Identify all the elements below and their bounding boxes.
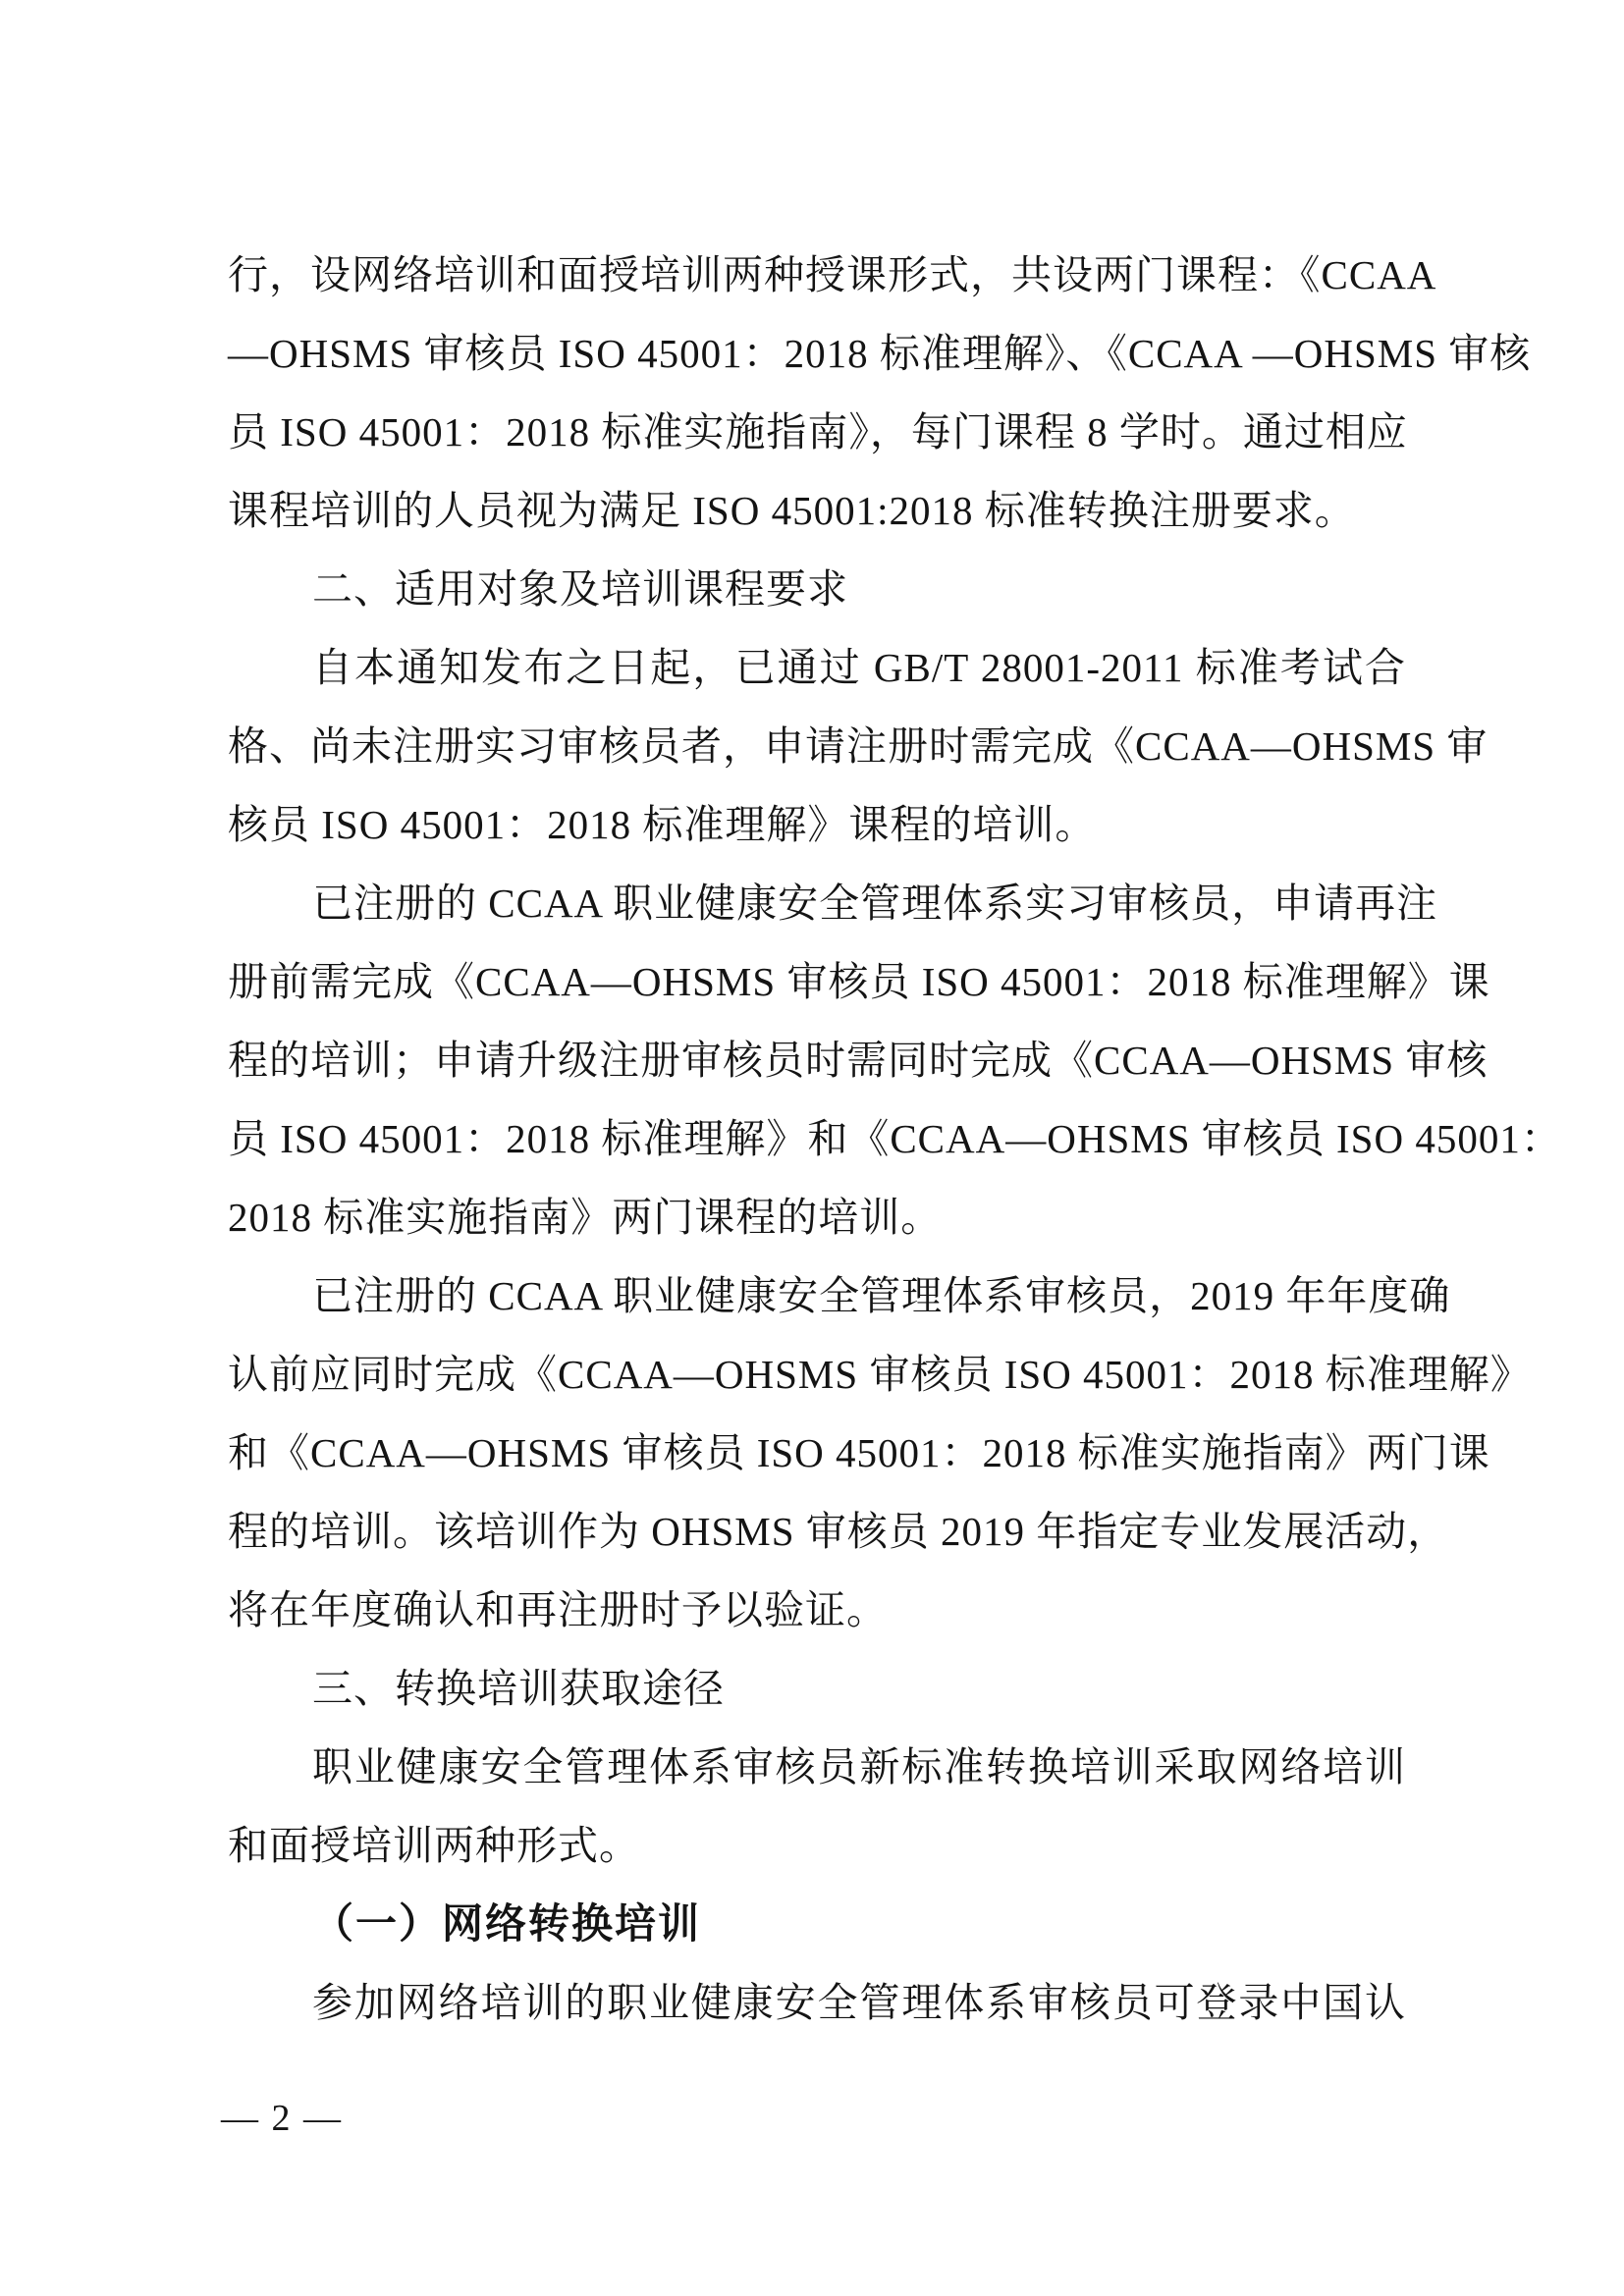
text-line: 格、尚未注册实习审核员者，申请注册时需完成《CCAA—OHSMS 审 — [228, 723, 1489, 769]
text-line: 程的培训；申请升级注册审核员时需同时完成《CCAA—OHSMS 审核 — [228, 1038, 1489, 1083]
text-line: 程的培训。该培训作为 OHSMS 审核员 2019 年指定专业发展活动， — [228, 1509, 1449, 1554]
text-line: 和面授培训两种形式。 — [228, 1823, 640, 1868]
section-heading: 三、转换培训获取途径 — [312, 1666, 725, 1711]
text-line: 册前需完成《CCAA—OHSMS 审核员 ISO 45001：2018 标准理解》课 — [228, 959, 1490, 1004]
text-line: 将在年度确认和再注册时予以验证。 — [228, 1587, 888, 1632]
text-line: 已注册的 CCAA 职业健康安全管理体系审核员，2019 年年度确 — [312, 1273, 1451, 1318]
text-line: 职业健康安全管理体系审核员新标准转换培训采取网络培训 — [312, 1744, 1406, 1789]
document-body — [228, 236, 1562, 2042]
text-line: 课程培训的人员视为满足 ISO 45001:2018 标准转换注册要求。 — [228, 488, 1356, 533]
text-line: 参加网络培训的职业健康安全管理体系审核员可登录中国认 — [312, 1980, 1406, 2025]
text-line: 核员 ISO 45001：2018 标准理解》课程的培训。 — [228, 802, 1097, 847]
text-line: 行，设网络培训和面授培训两种授课形式，共设两门课程：《CCAA — [228, 252, 1437, 297]
text-line: 认前应同时完成《CCAA—OHSMS 审核员 ISO 45001：2018 标准理解》 — [228, 1352, 1532, 1397]
text-line: 员 ISO 45001：2018 标准理解》和《CCAA—OHSMS 审核员 ISO 45001： — [228, 1116, 1562, 1161]
text-line: 2018 标准实施指南》两门课程的培训。 — [228, 1195, 943, 1240]
text-line: 员 ISO 45001：2018 标准实施指南》，每门课程 8 学时。通过相应 — [228, 409, 1408, 454]
text-line: 已注册的 CCAA 职业健康安全管理体系实习审核员，申请再注 — [312, 881, 1438, 926]
text-line: —OHSMS 审核员 ISO 45001：2018 标准理解》、《CCAA —OHSMS 审核 — [228, 331, 1532, 376]
page-number-footer: — 2 — — [221, 2098, 343, 2139]
text-line: 自本通知发布之日起，已通过 GB/T 28001-2011 标准考试合 — [312, 645, 1406, 690]
section-heading: 二、适用对象及培训课程要求 — [312, 566, 848, 612]
section-heading: （一）网络转换培训 — [312, 1900, 702, 1947]
text-line: 和《CCAA—OHSMS 审核员 ISO 45001：2018 标准实施指南》两门课 — [228, 1430, 1490, 1475]
